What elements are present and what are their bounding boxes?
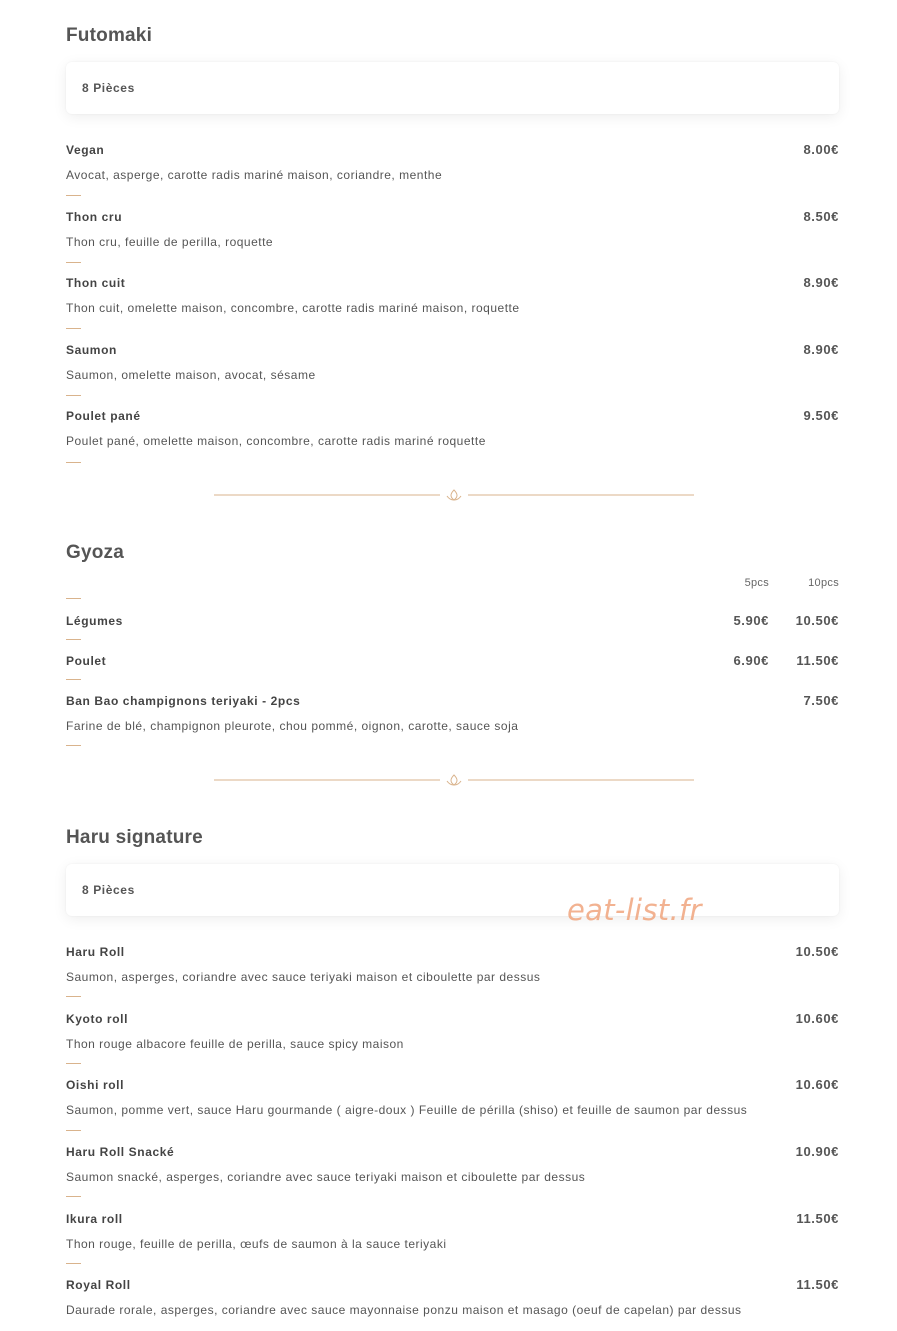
- item-price: 7.50€: [803, 693, 839, 708]
- item-name: Poulet: [66, 654, 107, 668]
- item-name: Ikura roll: [66, 1212, 123, 1226]
- item-price: 11.50€: [796, 1277, 839, 1292]
- item-name: Thon cru: [66, 210, 123, 224]
- item-name: Légumes: [66, 614, 123, 628]
- item-price: 8.90€: [803, 275, 839, 290]
- item-description: Saumon snacké, asperges, coriandre avec sauce teriyaki maison et ciboulette par dessus: [66, 1170, 586, 1184]
- item-separator: [66, 395, 81, 396]
- item-price-10pcs: 10.50€: [795, 613, 839, 628]
- item-separator: [66, 996, 81, 997]
- note-text: 8 Pièces: [82, 883, 135, 897]
- section-title-futomaki: Futomaki: [66, 25, 153, 46]
- section-title-haru-signature: Haru signature: [66, 827, 203, 848]
- item-price: 11.50€: [796, 1211, 839, 1226]
- item-name: Oishi roll: [66, 1078, 125, 1092]
- column-header-10pcs: 10pcs: [808, 577, 839, 589]
- item-description: Thon cru, feuille de perilla, roquette: [66, 235, 274, 249]
- column-header-5pcs: 5pcs: [744, 577, 769, 589]
- item-description: Thon rouge albacore feuille de perilla, sauce spicy maison: [66, 1037, 404, 1051]
- item-name: Saumon: [66, 343, 117, 357]
- item-description: Thon rouge, feuille de perilla, œufs de saumon à la sauce teriyaki: [66, 1237, 447, 1251]
- item-price: 10.90€: [795, 1144, 839, 1159]
- item-name: Vegan: [66, 143, 105, 157]
- ornament-divider: [214, 488, 694, 502]
- item-price: 10.50€: [795, 944, 839, 959]
- item-price: 8.50€: [803, 209, 839, 224]
- item-description: Farine de blé, champignon pleurote, chou pommé, oignon, carotte, sauce soja: [66, 719, 519, 733]
- item-name: Royal Roll: [66, 1278, 131, 1292]
- item-price: 8.90€: [803, 342, 839, 357]
- item-description: Saumon, omelette maison, avocat, sésame: [66, 368, 316, 382]
- item-separator: [66, 598, 81, 599]
- item-price-5pcs: 6.90€: [733, 653, 769, 668]
- item-separator: [66, 1130, 81, 1131]
- item-description: Daurade rorale, asperges, coriandre avec sauce mayonnaise ponzu maison et masago (oeuf de capelan) par dessus: [66, 1303, 742, 1317]
- item-separator: [66, 1063, 81, 1064]
- item-name: Haru Roll: [66, 945, 125, 959]
- item-price: 8.00€: [803, 142, 839, 157]
- item-separator: [66, 1196, 81, 1197]
- item-description: Poulet pané, omelette maison, concombre, carotte radis mariné roquette: [66, 434, 486, 448]
- item-separator: [66, 679, 81, 680]
- item-description: Saumon, asperges, coriandre avec sauce teriyaki maison et ciboulette par dessus: [66, 970, 541, 984]
- watermark-text: eat-list.fr: [567, 893, 702, 927]
- item-separator: [66, 462, 81, 463]
- section-title-gyoza: Gyoza: [66, 542, 125, 563]
- item-price-5pcs: 5.90€: [733, 613, 769, 628]
- item-description: Thon cuit, omelette maison, concombre, carotte radis mariné maison, roquette: [66, 301, 520, 315]
- item-separator: [66, 745, 81, 746]
- item-separator: [66, 262, 81, 263]
- item-price-10pcs: 11.50€: [796, 653, 839, 668]
- item-name: Thon cuit: [66, 276, 126, 290]
- item-name: Ban Bao champignons teriyaki - 2pcs: [66, 694, 301, 708]
- item-description: Avocat, asperge, carotte radis mariné maison, coriandre, menthe: [66, 168, 443, 182]
- item-name: Poulet pané: [66, 409, 141, 423]
- item-separator: [66, 328, 81, 329]
- item-name: Kyoto roll: [66, 1012, 128, 1026]
- item-description: Saumon, pomme vert, sauce Haru gourmande ( aigre-doux ) Feuille de périlla (shiso) et feuille de saumon par dessus: [66, 1103, 748, 1117]
- item-price: 9.50€: [803, 408, 839, 423]
- item-separator: [66, 195, 81, 196]
- item-separator: [66, 1263, 81, 1264]
- item-separator: [66, 639, 81, 640]
- note-box-haru: [66, 864, 839, 916]
- ornament-divider: [214, 773, 694, 787]
- item-name: Haru Roll Snacké: [66, 1145, 175, 1159]
- note-box-futomaki: [66, 62, 839, 114]
- item-price: 10.60€: [795, 1077, 839, 1092]
- item-price: 10.60€: [795, 1011, 839, 1026]
- note-text: 8 Pièces: [82, 81, 135, 95]
